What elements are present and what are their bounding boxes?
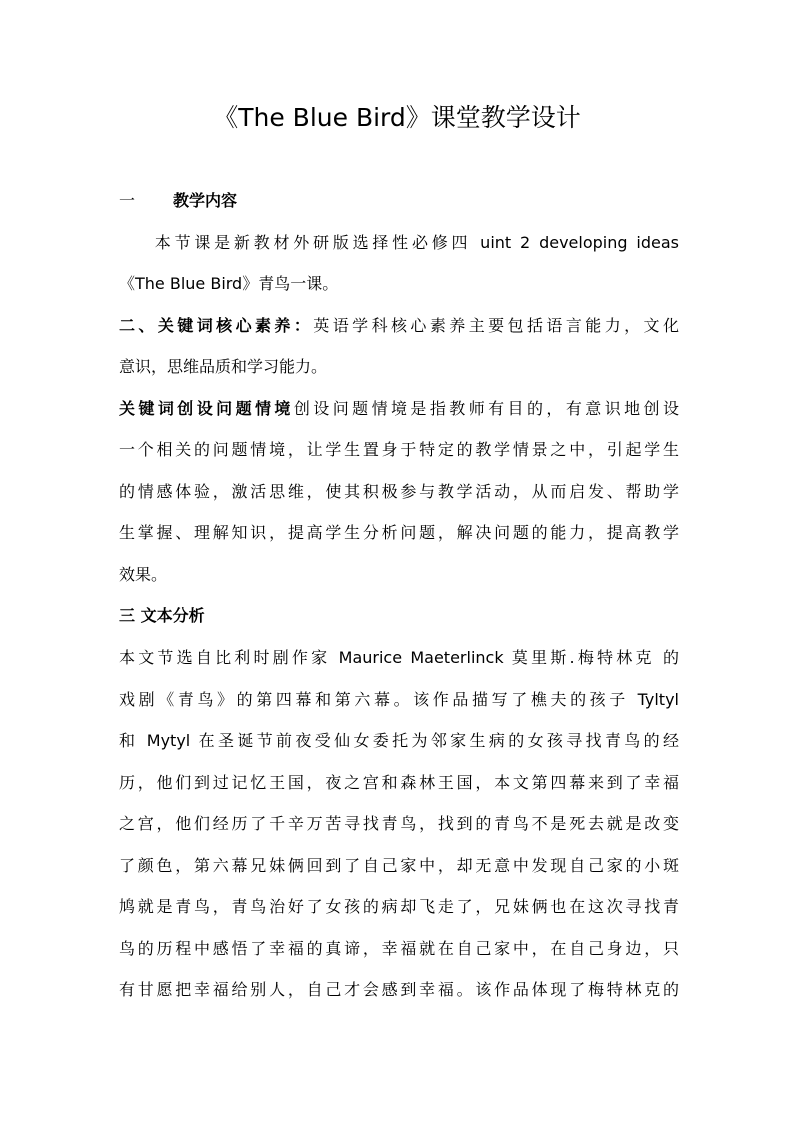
section-title: 二、关键词核心素养： xyxy=(119,316,314,335)
paragraph-line: 意识，思维品质和学习能力。 xyxy=(119,357,328,376)
paragraph-line: 本文节选自比利时剧作家 Maurice Maeterlinck 莫里斯.梅特林克 的 xyxy=(119,648,679,667)
paragraph-line: 鸠就是青鸟，青鸟治好了女孩的病却飞走了，兄妹俩也在这次寻找青 xyxy=(119,897,679,916)
document-title: 《The Blue Bird》课堂教学设计 xyxy=(213,103,581,132)
paragraph-line: 了颜色，第六幕兄妹俩回到了自己家中，却无意中发现自己家的小斑 xyxy=(119,856,679,875)
paragraph-line: 之宫，他们经历了千辛万苦寻找青鸟，找到的青鸟不是死去就是改变 xyxy=(119,814,679,833)
paragraph-line: 鸟的历程中感悟了幸福的真谛，幸福就在自己家中，在自己身边，只 xyxy=(119,939,679,958)
text-run: 创设问题情境是指教师有目的，有意识地创设 xyxy=(293,399,679,418)
section-title: 教学内容 xyxy=(173,191,238,210)
section-number: 一 xyxy=(119,191,136,210)
paragraph-line: 一个相关的问题情境，让学生置身于特定的教学情景之中，引起学生 xyxy=(119,440,679,459)
paragraph-line xyxy=(119,231,679,255)
keyword-heading xyxy=(119,397,679,421)
keyword-label: 关键词创设问题情境 xyxy=(119,399,294,418)
paragraph-line: 和 Mytyl 在圣诞节前夜受仙女委托为邻家生病的女孩寻找青鸟的经 xyxy=(119,731,679,750)
paragraph-line: 历，他们到过记忆王国，夜之宫和森林王国，本文第四幕来到了幸福 xyxy=(119,773,679,792)
paragraph-line: 有甘愿把幸福给别人，自己才会感到幸福。该作品体现了梅特林克的 xyxy=(119,980,679,999)
text-run: 英语学科核心素养主要包括语言能力，文化 xyxy=(313,316,679,335)
paragraph-line: 效果。 xyxy=(119,565,168,584)
section-heading-2 xyxy=(119,314,679,338)
text-run: 本节课是新教材外研版选择性必修四 uint 2 developing ideas xyxy=(151,233,679,252)
paragraph-line: 戏剧《青鸟》的第四幕和第六幕。该作品描写了樵夫的孩子 Tyltyl xyxy=(119,690,679,709)
paragraph-line: 的情感体验，激活思维，使其积极参与教学活动，从而启发、帮助学 xyxy=(119,482,679,501)
paragraph-line: 《The Blue Bird》青鸟一课。 xyxy=(119,274,339,293)
section-heading-3: 三 文本分析 xyxy=(119,606,205,625)
section-heading-1 xyxy=(119,189,679,213)
paragraph-line: 生掌握、理解知识，提高学生分析问题，解决问题的能力，提高教学 xyxy=(119,523,679,542)
